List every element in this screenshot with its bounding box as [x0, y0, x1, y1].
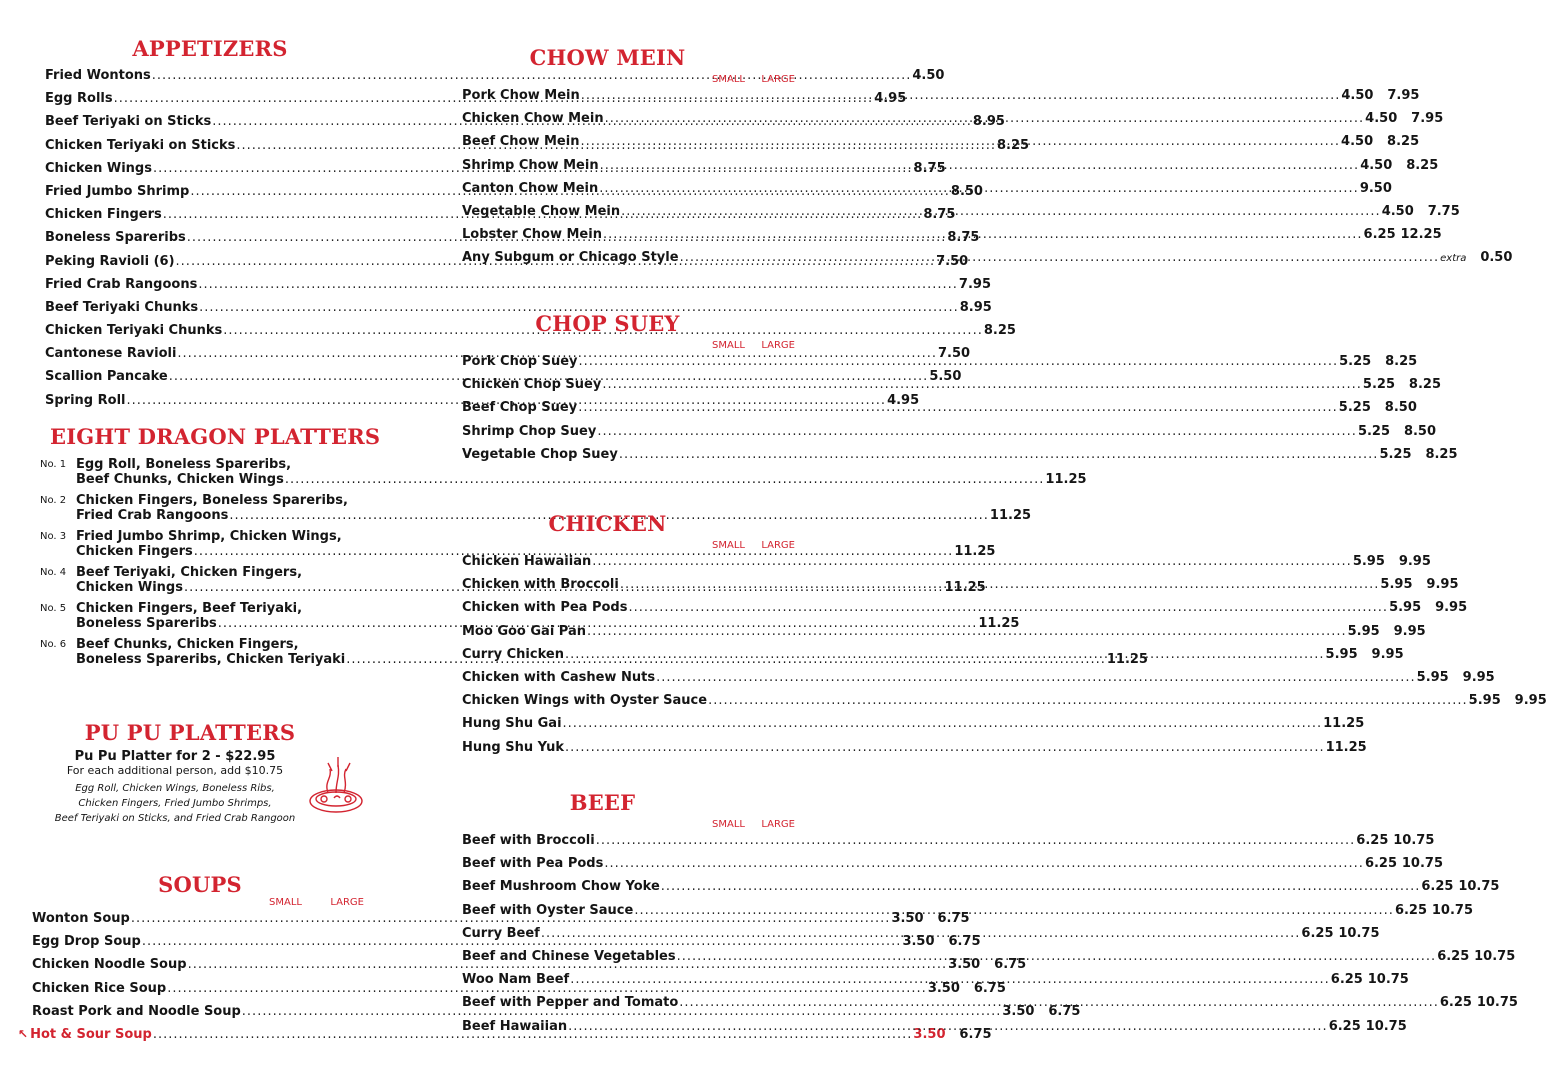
leader-dots — [580, 134, 1340, 149]
small-price: 3.50 — [927, 980, 960, 996]
small-price: 4.50 — [1381, 203, 1414, 219]
large-price: 8.25 — [1385, 354, 1418, 369]
menu-item — [462, 669, 1495, 693]
item-price: 11.25 — [989, 508, 1032, 523]
large-price: 0.50 — [1480, 250, 1513, 266]
leader-dots — [679, 995, 1439, 1010]
leader-dots — [565, 740, 1325, 755]
item-name: Chicken with Broccoli — [462, 577, 619, 593]
pupu-platter-icon — [306, 751, 366, 821]
leader-dots — [628, 600, 1388, 615]
item-name: Chicken Teriyaki Chunks — [45, 323, 223, 339]
item-name: Beef Chop Suey — [462, 400, 578, 416]
item-price: 7.95 — [958, 276, 991, 292]
pupu-contents-line: Beef Teriyaki on Sticks, and Fried Crab Rangoon — [54, 813, 296, 824]
item-price: 11.25 — [1106, 652, 1148, 667]
item-price: 7.50 — [938, 346, 971, 362]
item-name: Beef and Chinese Vegetables — [462, 948, 676, 964]
item-name: Vegetable Chow Mein — [462, 203, 621, 219]
leader-dots — [541, 926, 1301, 941]
item-price: 11.25 — [944, 580, 986, 595]
leader-dots — [597, 424, 1357, 439]
large-price: 8.25 — [1425, 446, 1458, 462]
platter-contents: Boneless Spareribs, Chicken Teriyaki — [76, 652, 346, 667]
chopsuey-size-header — [450, 340, 795, 354]
small-price: 5.25 — [1357, 423, 1391, 439]
small-size-label: SMALL — [712, 340, 745, 351]
item-name: Lobster Chow Mein — [462, 227, 602, 243]
large-price: 8.25 — [1406, 157, 1439, 173]
platter-line — [76, 472, 1087, 487]
platter-contents: Fried Crab Rangoons — [76, 508, 229, 523]
chowmein-title: CHOW MEIN — [529, 45, 686, 70]
menu-item — [462, 693, 1547, 716]
leader-dots — [581, 88, 1341, 103]
chicken-size-header — [450, 540, 795, 554]
small-price: 3.50 — [948, 957, 981, 973]
item-price: 5.50 — [929, 369, 962, 385]
large-price: 11.25 — [1325, 739, 1367, 755]
item-price: 8.25 — [983, 323, 1016, 339]
small-price: 4.50 — [1360, 157, 1393, 173]
item-name: Fried Jumbo Shrimp — [45, 183, 190, 199]
leader-dots — [592, 554, 1352, 569]
platter-line: Chicken Fingers, Boneless Spareribs, — [76, 493, 348, 508]
leader-dots — [596, 833, 1356, 848]
leader-dots — [599, 181, 1359, 196]
leader-dots — [619, 447, 1379, 462]
item-price: 8.75 — [913, 160, 946, 176]
leader-dots — [605, 111, 1365, 126]
item-name: Chicken Rice Soup — [32, 980, 167, 996]
platter-contents: Boneless Spareribs — [76, 616, 217, 631]
platter-line: Egg Roll, Boneless Spareribs, — [76, 457, 292, 472]
menu-item — [462, 600, 1468, 623]
item-name: Beef Teriyaki Chunks — [45, 299, 199, 315]
large-price: 11.25 — [1323, 716, 1365, 732]
item-name: Chicken with Cashew Nuts — [462, 669, 656, 685]
item-name: Chicken Fingers — [45, 207, 162, 223]
menu-item — [462, 833, 1435, 856]
item-name: Curry Beef — [462, 925, 540, 941]
item-name: Chicken Chop Suey — [462, 377, 602, 393]
platter-line: Beef Teriyaki, Chicken Fingers, — [76, 565, 303, 580]
large-price: 9.95 — [1371, 646, 1404, 662]
platter-number: No. 4 — [40, 567, 67, 578]
chicken-section — [450, 511, 1547, 763]
menu-item — [462, 739, 1367, 763]
item-price: 11.25 — [1045, 472, 1087, 487]
leader-dots — [570, 972, 1330, 987]
platter-contents: Chicken Wings — [76, 580, 183, 595]
large-price: 10.75 — [1458, 879, 1500, 895]
large-price: 9.95 — [1514, 693, 1547, 709]
leader-dots — [604, 856, 1364, 871]
platter-number: No. 2 — [40, 495, 67, 506]
pupu-section — [30, 720, 380, 826]
small-price: 6.25 — [1394, 902, 1428, 918]
item-name: Spring Roll — [45, 392, 126, 408]
beef-size-header — [450, 819, 795, 833]
large-price: 9.95 — [1435, 600, 1468, 616]
item-name: Vegetable Chop Suey — [462, 446, 618, 462]
small-price: 6.25 — [1328, 1018, 1361, 1034]
item-price: 8.50 — [950, 183, 983, 199]
small-price: 3.50 — [1002, 1003, 1035, 1019]
item-name: Beef with Oyster Sauce — [462, 902, 634, 918]
platter-number: No. 5 — [40, 603, 67, 614]
item-name: Hot & Sour Soup — [30, 1026, 152, 1042]
chopsuey-title: CHOP SUEY — [535, 311, 680, 336]
platter-contents: Beef Chunks, Chicken Wings — [76, 472, 284, 487]
item-name: Beef Teriyaki on Sticks — [45, 114, 212, 130]
large-price: 10.75 — [1338, 925, 1380, 941]
item-name: Beef Chow Mein — [462, 134, 580, 150]
item-name: Chicken Noodle Soup — [32, 957, 187, 973]
hot-pepper-icon: ↖ — [18, 1026, 29, 1041]
small-price: 5.95 — [1352, 554, 1385, 569]
soups-title: SOUPS — [158, 872, 242, 897]
leader-dots — [568, 1019, 1328, 1034]
small-price: 5.25 — [1338, 400, 1371, 416]
item-name: Wonton Soup — [32, 911, 130, 926]
menu-item — [462, 423, 1437, 447]
item-name: Egg Rolls — [45, 91, 113, 107]
large-price: 6.75 — [973, 980, 1006, 996]
item-name: Hung Shu Yuk — [462, 739, 564, 755]
chicken-list — [450, 554, 1547, 763]
item-name: Pork Chow Mein — [462, 88, 580, 103]
platter-number: No. 3 — [40, 531, 67, 542]
small-price: extra — [1440, 253, 1467, 265]
item-price: 8.95 — [959, 299, 992, 315]
large-price: 9.95 — [1398, 554, 1431, 569]
small-price: 6.25 — [1364, 856, 1398, 872]
menu-item — [462, 716, 1365, 739]
large-price: 10.75 — [1365, 1018, 1407, 1034]
small-price: 5.25 — [1339, 354, 1372, 369]
leader-dots — [285, 472, 1045, 487]
menu-item — [45, 276, 991, 300]
small-price: 6.25 — [1301, 925, 1334, 941]
chicken-title: CHICKEN — [548, 511, 667, 536]
item-name: Curry Chicken — [462, 646, 564, 662]
large-price: 10.75 — [1474, 948, 1516, 964]
item-price: 8.75 — [947, 230, 980, 246]
large-price: 9.95 — [1462, 669, 1495, 685]
item-name: Beef with Pea Pods — [462, 856, 604, 872]
leader-dots — [563, 716, 1323, 731]
small-price: 5.25 — [1379, 446, 1412, 462]
item-name: Any Subgum or Chicago Style — [462, 250, 679, 266]
leader-dots — [602, 377, 1362, 392]
menu-item — [462, 554, 1431, 577]
large-price: 7.75 — [1427, 203, 1460, 219]
pupu-contents-line: Chicken Fingers, Fried Jumbo Shrimps, — [78, 798, 272, 809]
platter-contents: Chicken Fingers — [76, 544, 193, 559]
large-size-label: LARGE — [761, 340, 795, 351]
item-name: Chicken Hawaiian — [462, 554, 592, 569]
item-name: Hung Shu Gai — [462, 716, 562, 732]
large-price: 8.25 — [1408, 377, 1441, 393]
pupu-contents-line: Egg Roll, Chicken Wings, Boneless Ribs, — [75, 783, 275, 794]
item-name: Boneless Spareribs — [45, 230, 186, 246]
small-price: 6.25 — [1363, 227, 1396, 243]
beef-title: BEEF — [569, 790, 636, 815]
large-price: 12.25 — [1400, 227, 1442, 243]
platter-item — [40, 457, 1087, 487]
item-name: Canton Chow Mein — [462, 180, 599, 196]
large-price: 8.50 — [1384, 400, 1417, 416]
large-price: 8.50 — [1403, 423, 1437, 439]
platter-line: Beef Chunks, Chicken Fingers, — [76, 637, 299, 652]
item-name: Shrimp Chow Mein — [462, 157, 599, 173]
leader-dots — [620, 577, 1380, 592]
platter-number: No. 1 — [40, 459, 67, 470]
large-price: 7.95 — [1387, 88, 1420, 103]
item-price: 4.95 — [874, 91, 907, 107]
small-size-label: SMALL — [269, 897, 302, 908]
menu-item — [462, 856, 1444, 879]
small-price: 6.25 — [1356, 833, 1389, 848]
small-price: 5.95 — [1347, 623, 1380, 639]
small-price: 5.25 — [1362, 377, 1395, 393]
small-price: 5.95 — [1389, 600, 1422, 616]
item-name: Scallion Pancake — [45, 369, 168, 385]
item-name: Egg Drop Soup — [32, 934, 141, 950]
pupu-title: PU PU PLATTERS — [84, 720, 296, 745]
item-name: Shrimp Chop Suey — [462, 423, 597, 439]
soups-size-header — [30, 897, 364, 911]
leader-dots — [579, 354, 1339, 369]
item-name: Peking Ravioli (6) — [45, 253, 175, 269]
item-name: Woo Nam Beef — [462, 972, 570, 988]
large-price: 6.75 — [994, 957, 1027, 973]
large-price: 6.75 — [959, 1026, 992, 1042]
small-price: 3.50 — [891, 911, 924, 926]
item-name: Beef with Broccoli — [462, 833, 595, 848]
large-price: 9.95 — [1426, 577, 1459, 593]
leader-dots — [587, 624, 1347, 639]
appetizers-title: APPETIZERS — [132, 36, 288, 61]
small-size-label: SMALL — [712, 540, 745, 551]
item-name: Beef Mushroom Chow Yoke — [462, 879, 660, 895]
leader-dots — [677, 949, 1437, 964]
item-name: Chicken Wings — [45, 160, 152, 176]
leader-dots — [565, 647, 1325, 662]
item-name: Fried Crab Rangoons — [45, 276, 198, 292]
platter-line: Chicken Fingers, Beef Teriyaki, — [76, 601, 303, 616]
large-size-label: LARGE — [761, 540, 795, 551]
pupu-additional-note: For each additional person, add $10.75 — [66, 764, 284, 777]
leader-dots — [578, 400, 1338, 415]
leader-dots — [708, 693, 1468, 708]
large-size-label: LARGE — [330, 897, 364, 908]
leader-dots — [621, 204, 1381, 219]
item-name: Cantonese Ravioli — [45, 346, 177, 362]
item-price: 4.95 — [887, 392, 920, 408]
item-price: 11.25 — [954, 544, 996, 559]
item-price: 8.95 — [972, 114, 1005, 130]
large-price: 10.75 — [1401, 856, 1444, 872]
small-price: 6.25 — [1330, 972, 1363, 988]
platter-line: Fried Jumbo Shrimp, Chicken Wings, — [76, 529, 342, 544]
large-price: 8.25 — [1387, 134, 1420, 150]
large-price: 6.75 — [1048, 1003, 1081, 1019]
platter-number: No. 6 — [40, 639, 67, 650]
pupu-body — [30, 749, 380, 826]
large-price: 7.95 — [1411, 111, 1444, 127]
small-price: 5.95 — [1468, 693, 1501, 709]
menu-item — [462, 879, 1500, 902]
leader-dots — [198, 277, 958, 292]
leader-dots — [656, 670, 1416, 685]
small-price: 5.95 — [1380, 577, 1413, 593]
small-price: 4.50 — [1341, 134, 1374, 150]
large-size-label: LARGE — [761, 819, 795, 830]
small-price: 6.25 — [1421, 879, 1454, 895]
large-price: 10.75 — [1367, 972, 1409, 988]
item-price: 11.25 — [978, 616, 1020, 631]
small-price: 5.95 — [1416, 669, 1449, 685]
small-price: 6.25 — [1439, 995, 1472, 1011]
small-size-label: SMALL — [712, 74, 745, 85]
chowmein-size-header — [450, 74, 795, 88]
small-price: 3.50 — [902, 934, 935, 950]
item-name: Fried Wontons — [45, 68, 151, 83]
item-price: 4.50 — [912, 68, 945, 83]
large-price: 10.75 — [1476, 995, 1518, 1011]
small-price: 3.50 — [913, 1026, 946, 1042]
menu-item — [462, 446, 1458, 470]
large-price: 10.75 — [1393, 833, 1435, 848]
item-name: Beef Hawaiian — [462, 1018, 568, 1034]
item-name: Roast Pork and Noodle Soup — [32, 1003, 241, 1019]
item-name: Pork Chop Suey — [462, 354, 578, 369]
large-price: 6.75 — [948, 934, 981, 950]
large-price: 9.50 — [1359, 180, 1392, 196]
large-price: 6.75 — [937, 911, 970, 926]
dragon-title: EIGHT DRAGON PLATTERS — [50, 424, 381, 449]
leader-dots — [603, 227, 1363, 242]
small-price: 6.25 — [1437, 948, 1470, 964]
pupu-offer: Pu Pu Platter for 2 - $22.95 — [74, 749, 276, 764]
small-price: 4.50 — [1365, 111, 1398, 127]
small-price: 4.50 — [1341, 88, 1374, 103]
large-size-label: LARGE — [761, 74, 795, 85]
small-size-label: SMALL — [712, 819, 745, 830]
item-price: 8.75 — [923, 207, 956, 223]
item-name: Chicken Teriyaki on Sticks — [45, 137, 236, 153]
small-price: 5.95 — [1325, 646, 1358, 662]
large-price: 10.75 — [1431, 902, 1474, 918]
item-name: Moo Goo Gai Pan — [462, 623, 587, 639]
menu-item — [462, 134, 1420, 157]
leader-dots — [634, 903, 1394, 918]
item-name: Chicken Wings with Oyster Sauce — [462, 693, 708, 709]
large-price: 9.95 — [1393, 623, 1426, 639]
menu-item — [45, 299, 992, 323]
item-price: 7.50 — [936, 253, 969, 269]
leader-dots — [661, 879, 1421, 894]
item-price: 8.25 — [996, 137, 1030, 153]
leader-dots — [600, 158, 1360, 173]
pupu-contents — [30, 781, 320, 826]
item-name: Beef with Pepper and Tomato — [462, 995, 679, 1011]
platter-item — [40, 493, 1032, 523]
item-name: Chicken Chow Mein — [462, 111, 604, 127]
item-name: Chicken with Pea Pods — [462, 600, 628, 616]
leader-dots — [680, 250, 1440, 265]
